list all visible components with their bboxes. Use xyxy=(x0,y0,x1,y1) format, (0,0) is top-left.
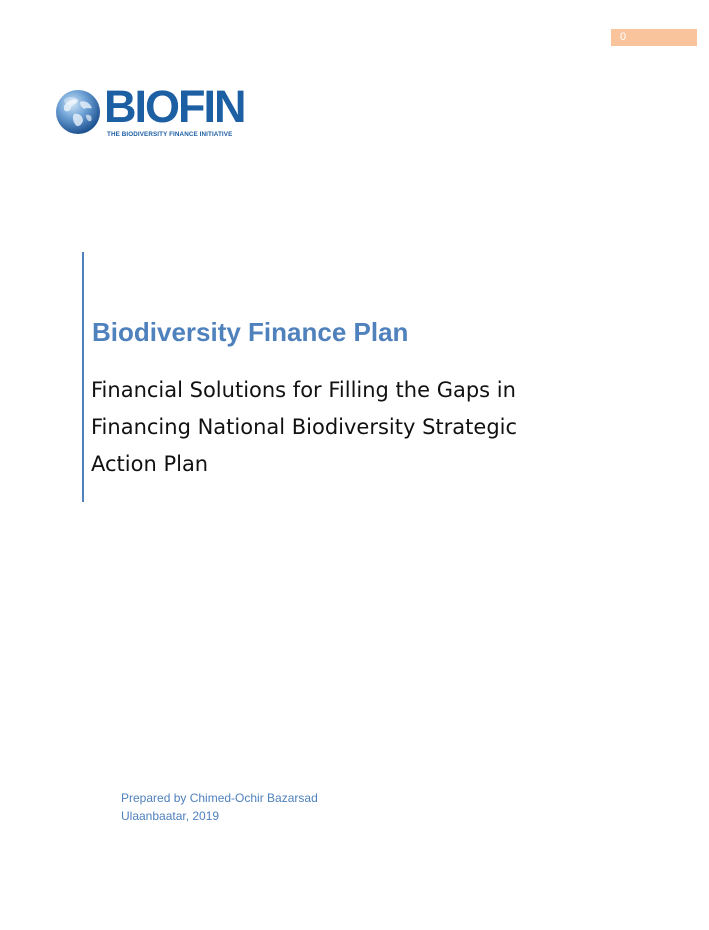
subtitle-line: Financing National Biodiversity Strategic xyxy=(91,415,518,439)
subtitle-line: Action Plan xyxy=(91,452,209,476)
logo-wordmark: BIOFIN xyxy=(104,81,245,132)
page-number-badge xyxy=(611,29,697,46)
prepared-by: Prepared by Chimed-Ochir Bazarsad xyxy=(121,791,318,805)
globe-icon xyxy=(54,88,102,136)
author-block xyxy=(121,789,318,825)
place-date: Ulaanbaatar, 2019 xyxy=(121,809,220,823)
page-number: 0 xyxy=(620,31,627,43)
biofin-logo xyxy=(54,81,264,142)
title-vertical-rule xyxy=(82,252,84,502)
document-subtitle xyxy=(91,372,551,483)
subtitle-line: Financial Solutions for Filling the Gaps in xyxy=(91,378,516,402)
document-title: Biodiversity Finance Plan xyxy=(92,317,409,347)
logo-tagline: THE BIODIVERSITY FINANCE INITIATIVE xyxy=(107,131,233,138)
